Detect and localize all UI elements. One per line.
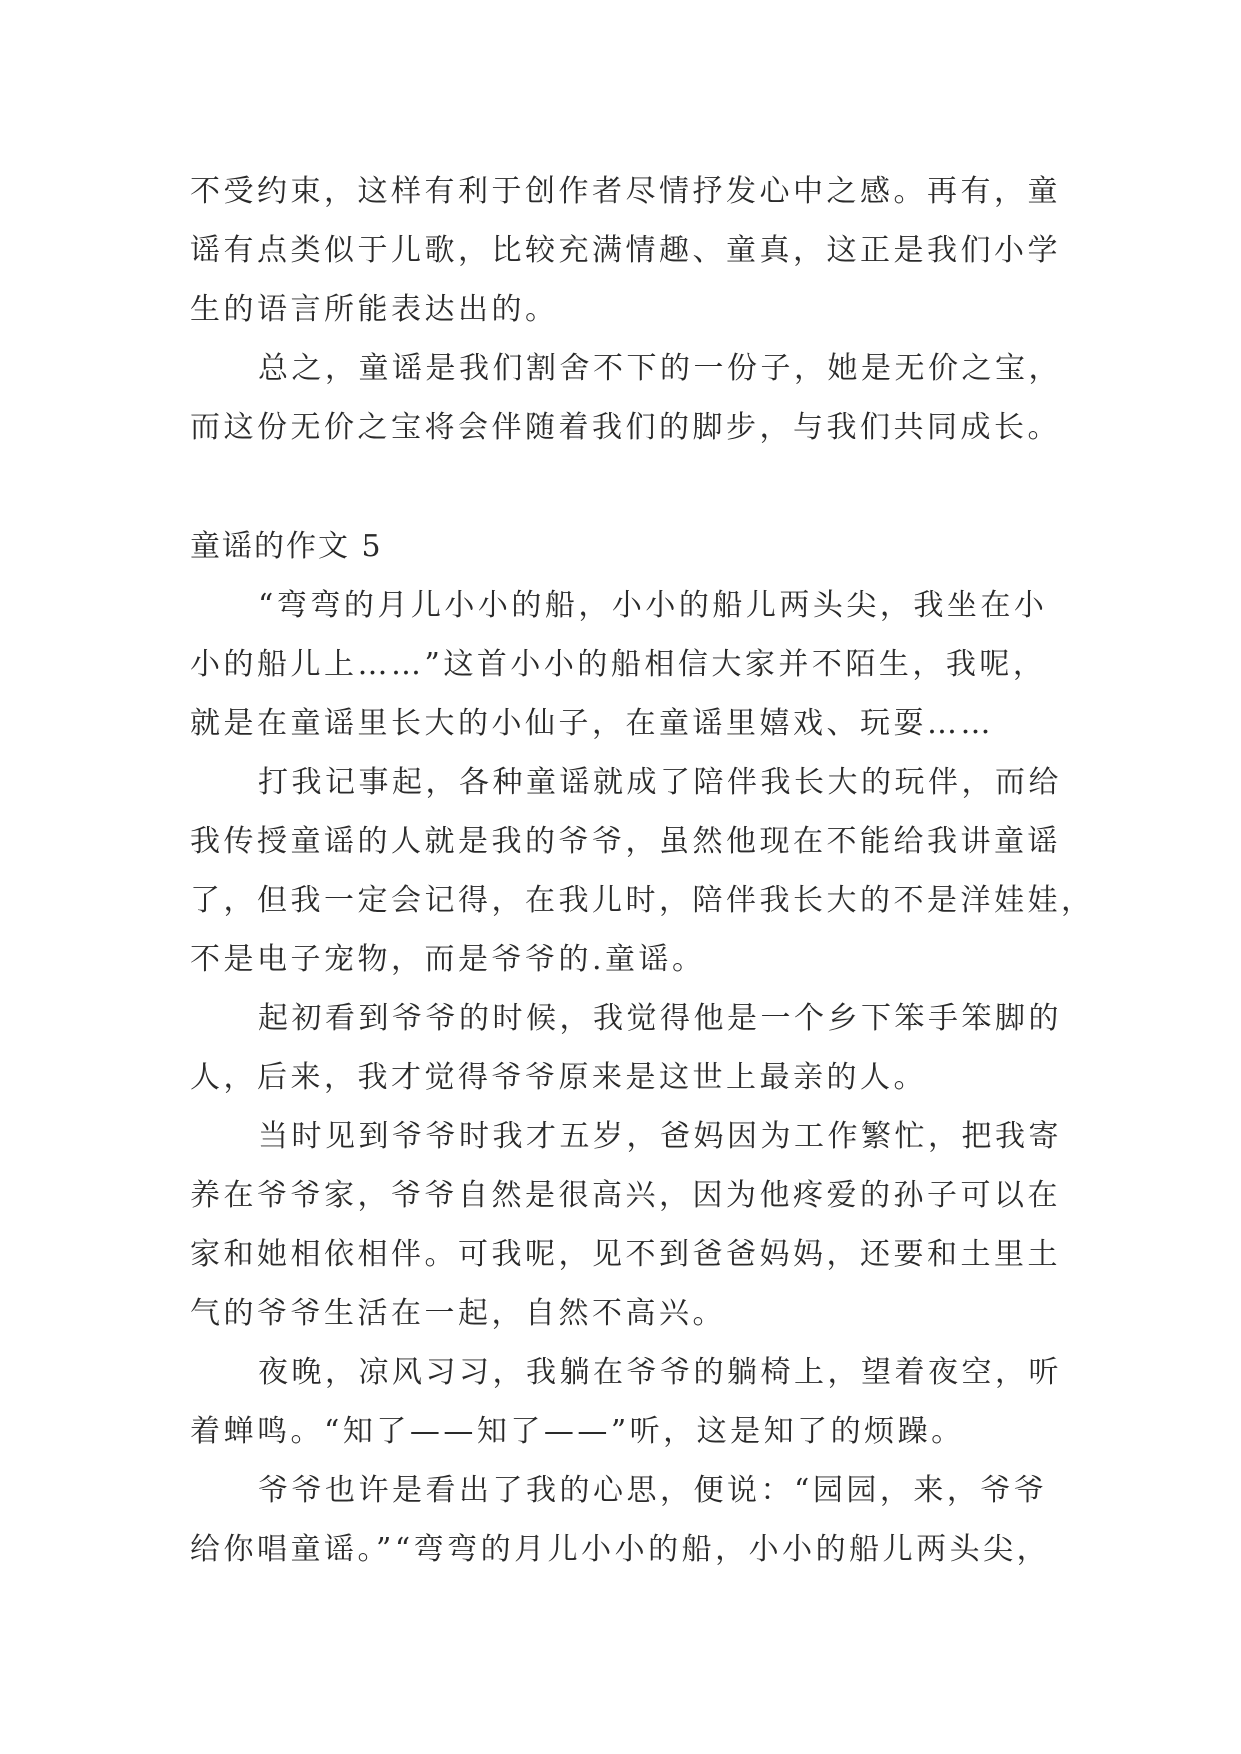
text-line: 生的语言所能表达出的。 <box>190 292 559 327</box>
paragraph-5 <box>190 1343 1070 1461</box>
paragraph-6 <box>190 1461 1070 1579</box>
document-body <box>190 162 1095 1579</box>
text-line: 当时见到爷爷时我才五岁，爸妈因为工作繁忙，把我寄 <box>258 1119 1062 1154</box>
text-line: 了，但我一定会记得，在我儿时，陪伴我长大的不是洋娃娃， <box>190 883 1095 918</box>
paragraph-4 <box>190 1107 1070 1343</box>
text-line: 气的爷爷生活在一起，自然不高兴。 <box>190 1296 726 1331</box>
text-line: 家和她相依相伴。可我呢，见不到爸爸妈妈，还要和土里土 <box>190 1237 1061 1272</box>
paragraph-3 <box>190 989 1070 1107</box>
text-line: 而这份无价之宝将会伴随着我们的脚步，与我们共同成长。 <box>190 410 1061 445</box>
text-line: 着蝉鸣。“知了——知了——”听，这是知了的烦躁。 <box>190 1414 965 1449</box>
text-line: 给你唱童谣。”“弯弯的月儿小小的船，小小的船儿两头尖， <box>190 1532 1051 1567</box>
text-line: 谣有点类似于儿歌，比较充满情趣、童真，这正是我们小学 <box>190 233 1061 268</box>
text-line: 小的船儿上……”这首小小的船相信大家并不陌生，我呢， <box>190 647 1047 682</box>
paragraph-1 <box>190 576 1070 753</box>
text-line: 养在爷爷家，爷爷自然是很高兴，因为他疼爱的孙子可以在 <box>190 1178 1061 1213</box>
text-line: 我传授童谣的人就是我的爷爷，虽然他现在不能给我讲童谣 <box>190 824 1061 859</box>
text-line: 夜晚，凉风习习，我躺在爷爷的躺椅上，望着夜空，听 <box>258 1355 1062 1390</box>
text-line: 打我记事起，各种童谣就成了陪伴我长大的玩伴，而给 <box>258 765 1062 800</box>
text-line: 人，后来，我才觉得爷爷原来是这世上最亲的人。 <box>190 1060 927 1095</box>
paragraph-2 <box>190 753 1095 989</box>
paragraph-continued <box>190 162 1070 339</box>
paragraph-conclusion <box>190 339 1070 457</box>
text-line: 就是在童谣里长大的小仙子，在童谣里嬉戏、玩耍…… <box>190 706 994 741</box>
text-line: 不受约束，这样有利于创作者尽情抒发心中之感。再有，童 <box>190 174 1061 209</box>
text-line: 总之，童谣是我们割舍不下的一份子，她是无价之宝， <box>258 351 1062 386</box>
section-gap <box>190 457 1070 517</box>
text-line: “弯弯的月儿小小的船，小小的船儿两头尖，我坐在小 <box>258 588 1048 623</box>
text-line: 不是电子宠物，而是爷爷的.童谣。 <box>190 942 706 977</box>
text-line: 爷爷也许是看出了我的心思，便说：“园园，来，爷爷 <box>258 1473 1048 1508</box>
text-line: 起初看到爷爷的时候，我觉得他是一个乡下笨手笨脚的 <box>258 1001 1062 1036</box>
section-heading: 童谣的作文 5 <box>190 529 383 564</box>
